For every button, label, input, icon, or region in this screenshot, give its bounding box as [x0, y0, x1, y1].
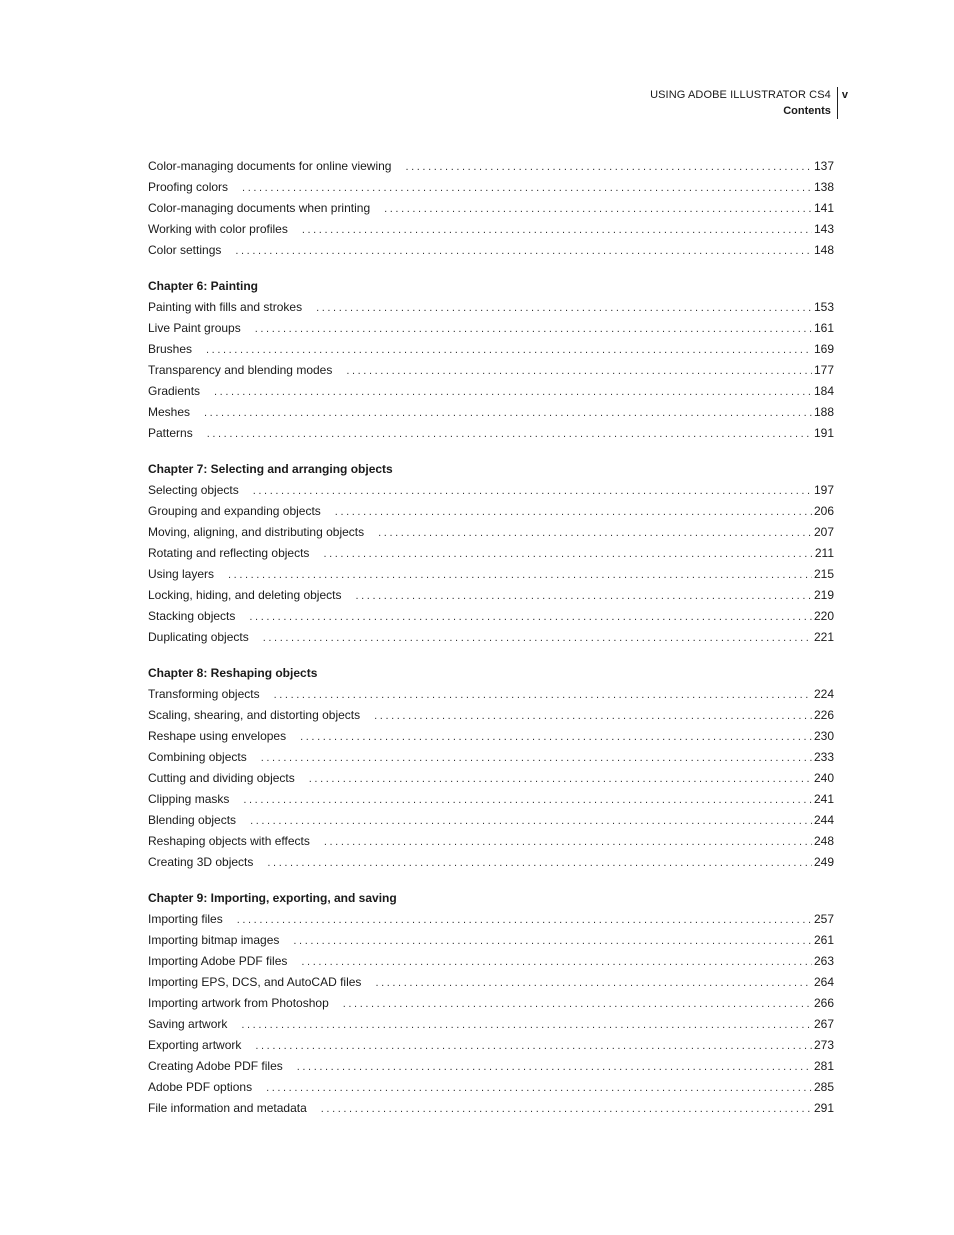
toc-entry-page-number: 248 [813, 834, 834, 848]
toc-entry[interactable] [148, 1098, 834, 1119]
toc-entry-page-number: 226 [813, 708, 834, 722]
toc-entry[interactable] [148, 156, 834, 177]
toc-section [148, 276, 834, 444]
dot-leader [228, 565, 812, 586]
dot-leader [241, 1015, 812, 1036]
toc-entry-page-number: 188 [813, 405, 834, 419]
toc-entry-page-number: 240 [813, 771, 834, 785]
toc-entry-label: Gradients [148, 384, 201, 398]
toc-entry-page-number: 224 [813, 687, 834, 701]
dot-leader [355, 586, 811, 607]
toc-entry-page-number: 207 [813, 525, 834, 539]
toc-entry-page-number: 191 [813, 426, 834, 440]
toc-entry-page-number: 249 [813, 855, 834, 869]
toc-entry[interactable] [148, 1056, 834, 1077]
toc-entry[interactable] [148, 297, 834, 318]
toc-entry[interactable] [148, 240, 834, 261]
toc-entry[interactable] [148, 564, 834, 585]
dot-leader [267, 853, 812, 874]
toc-entry-label: Clipping masks [148, 792, 230, 806]
toc-entry-label: Importing EPS, DCS, and AutoCAD files [148, 975, 362, 989]
toc-entry-page-number: 241 [813, 792, 834, 806]
dot-leader [405, 157, 812, 178]
toc-entry-label: Exporting artwork [148, 1038, 242, 1052]
toc-entry-page-number: 264 [813, 975, 834, 989]
toc-entry-page-number: 177 [813, 363, 834, 377]
toc-entry[interactable] [148, 198, 834, 219]
toc-entry-label: Working with color profiles [148, 222, 288, 236]
toc-entry-page-number: 263 [813, 954, 834, 968]
dot-leader [378, 523, 812, 544]
dot-leader [293, 931, 812, 952]
toc-entry[interactable] [148, 219, 834, 240]
dot-leader [302, 220, 812, 241]
dot-leader [204, 403, 812, 424]
toc-entry[interactable] [148, 402, 834, 423]
header-subtitle: Contents [783, 105, 831, 117]
toc-entry-page-number: 141 [813, 201, 834, 215]
dot-leader [335, 502, 812, 523]
toc-entry[interactable] [148, 852, 834, 873]
dot-leader [263, 628, 812, 649]
toc-entry[interactable] [148, 831, 834, 852]
dot-leader [384, 199, 812, 220]
toc-entry-label: Importing bitmap images [148, 933, 280, 947]
toc-entry[interactable] [148, 930, 834, 951]
toc-entry[interactable] [148, 1035, 834, 1056]
toc-entry-label: Reshaping objects with effects [148, 834, 310, 848]
toc-entry[interactable] [148, 993, 834, 1014]
toc-entry-label: Duplicating objects [148, 630, 249, 644]
dot-leader [309, 769, 812, 790]
dot-leader [206, 340, 812, 361]
dot-leader [374, 706, 812, 727]
toc-entry[interactable] [148, 522, 834, 543]
toc-entry-page-number: 169 [813, 342, 834, 356]
toc-entry-page-number: 285 [813, 1080, 834, 1094]
toc-entry-page-number: 230 [813, 729, 834, 743]
toc-entry[interactable] [148, 726, 834, 747]
toc-entry-label: Transparency and blending modes [148, 363, 333, 377]
toc-entry-label: Reshape using envelopes [148, 729, 287, 743]
toc-entry-page-number: 138 [813, 180, 834, 194]
toc-entry[interactable] [148, 339, 834, 360]
dot-leader [301, 952, 812, 973]
dot-leader [346, 361, 812, 382]
toc-entry-page-number: 267 [813, 1017, 834, 1031]
toc-entry-label: Adobe PDF options [148, 1080, 253, 1094]
dot-leader [266, 1078, 812, 1099]
dot-leader [249, 607, 812, 628]
page-folio: v [841, 89, 848, 101]
toc-entry-page-number: 219 [813, 588, 834, 602]
toc-section [148, 459, 834, 648]
toc-entry-label: Blending objects [148, 813, 237, 827]
toc-entry-page-number: 221 [813, 630, 834, 644]
toc-entry[interactable] [148, 627, 834, 648]
toc-entry-page-number: 257 [813, 912, 834, 926]
toc-entry[interactable] [148, 480, 834, 501]
toc-entry-label: Combining objects [148, 750, 247, 764]
toc-entry[interactable] [148, 543, 834, 564]
toc-entry-label: Locking, hiding, and deleting objects [148, 588, 342, 602]
dot-leader [323, 544, 812, 565]
toc-entry-page-number: 244 [813, 813, 834, 827]
toc-entry-label: Live Paint groups [148, 321, 241, 335]
toc-entry[interactable] [148, 501, 834, 522]
dot-leader [255, 1036, 812, 1057]
dot-leader [207, 424, 812, 445]
toc-entry[interactable] [148, 360, 834, 381]
toc-entry-page-number: 211 [814, 546, 834, 560]
toc-entry[interactable] [148, 705, 834, 726]
toc-entry-label: Brushes [148, 342, 193, 356]
dot-leader [255, 319, 812, 340]
toc-entry-label: Color settings [148, 243, 222, 257]
toc-entry-label: Meshes [148, 405, 191, 419]
toc-entry-label: Stacking objects [148, 609, 236, 623]
dot-leader [316, 298, 812, 319]
toc-entry[interactable] [148, 747, 834, 768]
toc-entry[interactable] [148, 810, 834, 831]
toc-entry-label: Creating 3D objects [148, 855, 254, 869]
chapter-title[interactable]: Chapter 7: Selecting and arranging objects [148, 462, 393, 476]
toc-entry-page-number: 197 [813, 483, 834, 497]
toc-entry-page-number: 161 [813, 321, 834, 335]
toc-section [148, 663, 834, 873]
toc-entry[interactable] [148, 177, 834, 198]
dot-leader [324, 832, 812, 853]
toc-entry-label: Importing Adobe PDF files [148, 954, 288, 968]
toc-entry[interactable] [148, 1077, 834, 1098]
toc-entry-page-number: 184 [813, 384, 834, 398]
toc-entry-label: Cutting and dividing objects [148, 771, 295, 785]
dot-leader [242, 178, 812, 199]
chapter-title[interactable]: Chapter 9: Importing, exporting, and saving [148, 891, 397, 905]
dot-leader [300, 727, 812, 748]
dot-leader [235, 241, 812, 262]
dot-leader [243, 790, 812, 811]
header-title: USING ADOBE ILLUSTRATOR CS4 [650, 89, 831, 101]
toc-entry[interactable] [148, 585, 834, 606]
dot-leader [214, 382, 812, 403]
toc-entry-page-number: 215 [813, 567, 834, 581]
toc-entry-label: Color-managing documents for online viewing [148, 159, 392, 173]
dot-leader [343, 994, 812, 1015]
toc-entry-label: Importing files [148, 912, 223, 926]
toc-entry-label: Color-managing documents when printing [148, 201, 371, 215]
toc-entry-label: File information and metadata [148, 1101, 307, 1115]
dot-leader [321, 1099, 812, 1120]
toc-entry-label: Painting with fills and strokes [148, 300, 303, 314]
toc-entry-page-number: 153 [813, 300, 834, 314]
toc-entry-label: Grouping and expanding objects [148, 504, 321, 518]
toc-entry-label: Moving, aligning, and distributing objects [148, 525, 365, 539]
dot-leader [253, 481, 812, 502]
chapter-title[interactable]: Chapter 8: Reshaping objects [148, 666, 318, 680]
toc-entry[interactable] [148, 318, 834, 339]
toc-entry-label: Creating Adobe PDF files [148, 1059, 283, 1073]
dot-leader [261, 748, 812, 769]
toc-entry-label: Saving artwork [148, 1017, 228, 1031]
toc-entry[interactable] [148, 1014, 834, 1035]
toc-entry-page-number: 143 [813, 222, 834, 236]
running-header [650, 87, 848, 119]
toc-entry-label: Importing artwork from Photoshop [148, 996, 329, 1010]
dot-leader [250, 811, 812, 832]
toc-entry-page-number: 233 [813, 750, 834, 764]
toc-entry-page-number: 206 [813, 504, 834, 518]
toc-entry-page-number: 273 [813, 1038, 834, 1052]
toc-entry-page-number: 148 [813, 243, 834, 257]
toc-entry[interactable] [148, 606, 834, 627]
toc-entry[interactable] [148, 951, 834, 972]
toc-section [148, 156, 834, 261]
toc-entry[interactable] [148, 909, 834, 930]
toc-entry-label: Patterns [148, 426, 193, 440]
toc-entry[interactable] [148, 789, 834, 810]
toc-entry-label: Proofing colors [148, 180, 229, 194]
dot-leader [274, 685, 812, 706]
toc-entry-page-number: 220 [813, 609, 834, 623]
dot-leader [237, 910, 812, 931]
dot-leader [297, 1057, 812, 1078]
toc-entry-page-number: 137 [813, 159, 834, 173]
header-text-block [650, 87, 838, 119]
toc-entry-page-number: 266 [813, 996, 834, 1010]
toc-entry-label: Scaling, shearing, and distorting objects [148, 708, 361, 722]
toc-entry[interactable] [148, 768, 834, 789]
toc-entry[interactable] [148, 423, 834, 444]
toc-entry-page-number: 291 [813, 1101, 834, 1115]
toc-entry-label: Transforming objects [148, 687, 260, 701]
dot-leader [375, 973, 812, 994]
toc-entry-page-number: 281 [813, 1059, 834, 1073]
table-of-contents [148, 156, 834, 1134]
toc-entry[interactable] [148, 381, 834, 402]
toc-entry-label: Using layers [148, 567, 215, 581]
toc-entry[interactable] [148, 684, 834, 705]
toc-entry-label: Rotating and reflecting objects [148, 546, 310, 560]
chapter-title[interactable]: Chapter 6: Painting [148, 279, 259, 293]
toc-section [148, 888, 834, 1119]
toc-entry-label: Selecting objects [148, 483, 239, 497]
toc-entry[interactable] [148, 972, 834, 993]
toc-entry-page-number: 261 [813, 933, 834, 947]
